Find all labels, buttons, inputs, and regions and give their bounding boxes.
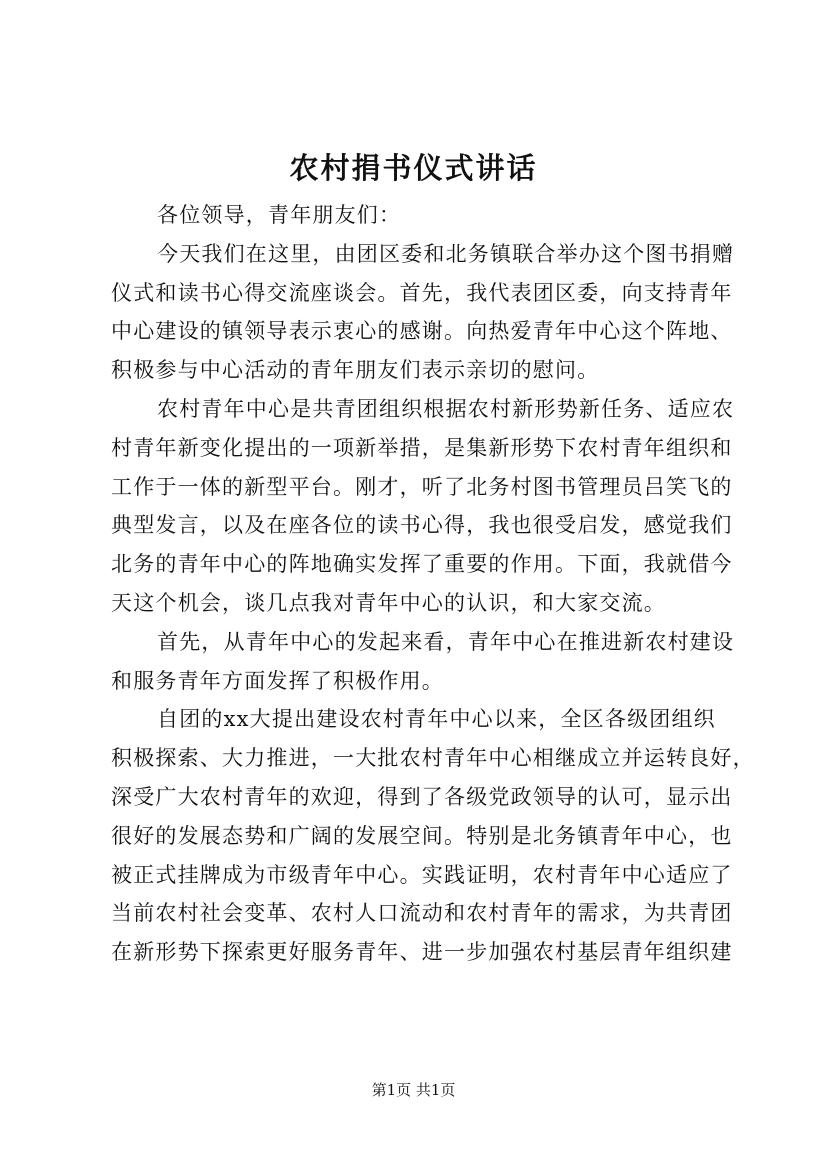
- paragraph-line: 自团的xx大提出建设农村青年中心以来，全区各级团组织: [157, 707, 716, 732]
- paragraph-line: 在新形势下探索更好服务青年、进一步加强农村基层青年组织建: [111, 940, 733, 965]
- salutation-line: 各位领导，青年朋友们：: [157, 203, 402, 227]
- paragraph-line: 积极参与中心活动的青年朋友们表示亲切的慰问。: [111, 358, 600, 383]
- paragraph-line: 当前农村社会变革、农村人口流动和农村青年的需求，为共青团: [111, 901, 733, 926]
- page-footer: 第1页 共1页: [371, 1081, 456, 1099]
- paragraph-line: 深受广大农村青年的欢迎，得到了各级党政领导的认可，显示出: [111, 784, 733, 809]
- paragraph-line: 首先，从青年中心的发起来看，青年中心在推进新农村建设: [157, 629, 735, 654]
- paragraph-line: 农村青年中心是共青团组织根据农村新形势新任务、适应农: [157, 396, 735, 421]
- paragraph-line: 中心建设的镇领导表示衷心的感谢。向热爱青年中心这个阵地、: [111, 319, 733, 344]
- paragraph-line: 被正式挂牌成为市级青年中心。实践证明，农村青年中心适应了: [111, 862, 733, 887]
- document-title: 农村捐书仪式讲话: [289, 151, 538, 185]
- paragraph-line: 工作于一体的新型平台。刚才，听了北务村图书管理员吕笑飞的: [111, 474, 733, 499]
- paragraph-line: 天这个机会，谈几点我对青年中心的认识，和大家交流。: [111, 590, 666, 615]
- paragraph-line: 积极探索、大力推进，一大批农村青年中心相继成立并运转良好，: [111, 746, 755, 771]
- document-body: [111, 196, 755, 972]
- paragraph-line: 今天我们在这里，由团区委和北务镇联合举办这个图书捐赠: [157, 241, 735, 266]
- paragraph-line: 很好的发展态势和广阔的发展空间。特别是北务镇青年中心，也: [111, 823, 733, 848]
- paragraph-line: 村青年新变化提出的一项新举措，是集新形势下农村青年组织和: [111, 435, 733, 460]
- paragraph-line: 北务的青年中心的阵地确实发挥了重要的作用。下面，我就借今: [111, 552, 733, 577]
- paragraph-line: 和服务青年方面发挥了积极作用。: [111, 668, 444, 693]
- paragraph-line: 典型发言，以及在座各位的读书心得，我也很受启发，感觉我们: [111, 513, 733, 538]
- paragraph-line: 仪式和读书心得交流座谈会。首先，我代表团区委，向支持青年: [111, 280, 733, 305]
